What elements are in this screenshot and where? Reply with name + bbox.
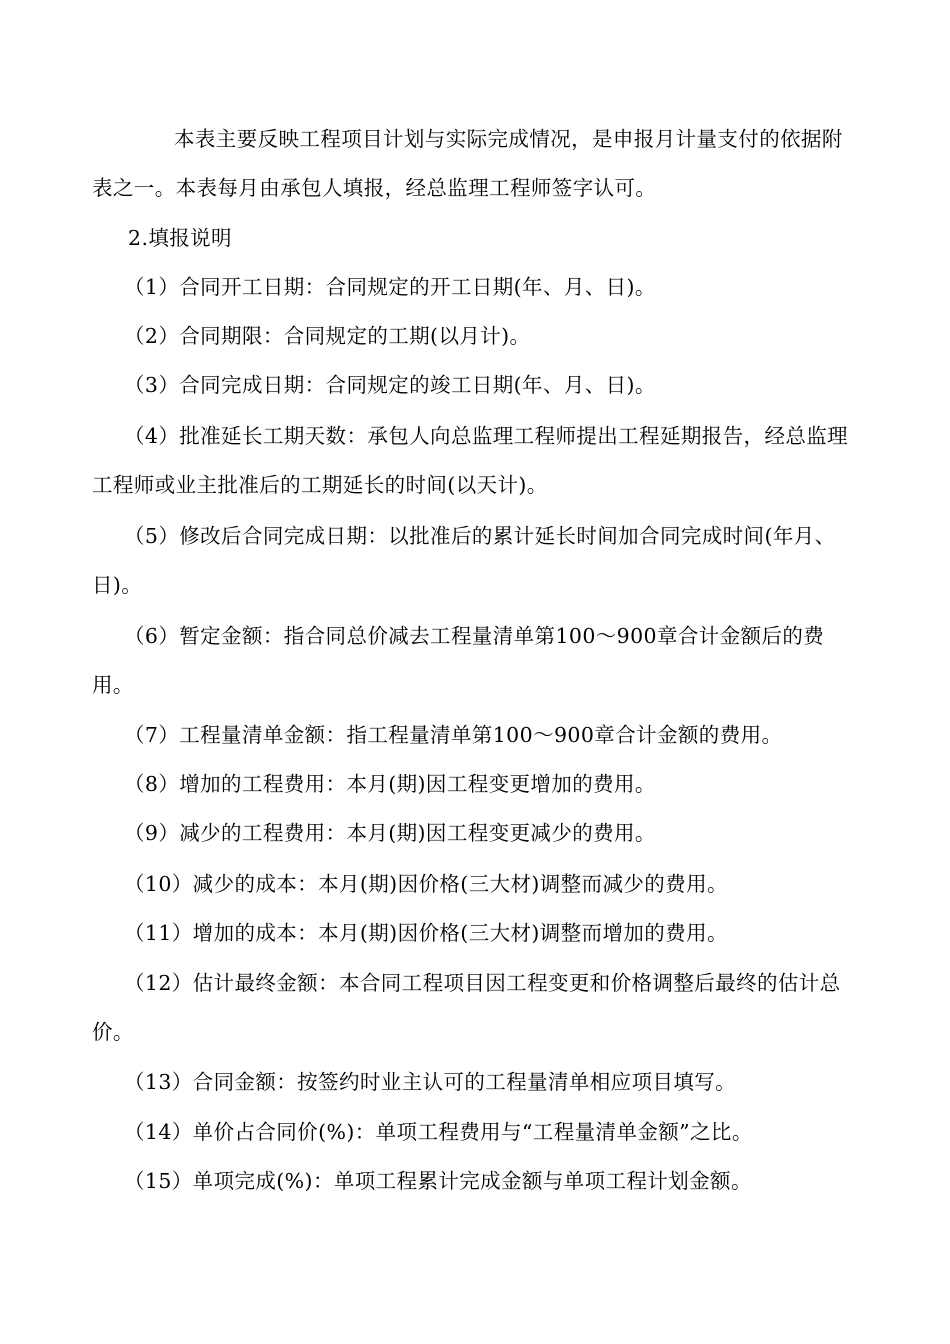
list-item: （14）单价占合同价(%)：单项工程费用与“工程量清单金额”之比。	[124, 1120, 753, 1144]
list-item: （1）合同开工日期：合同规定的开工日期(年、月、日)。	[124, 275, 656, 299]
list-item: （15）单项完成(%)：单项工程累计完成金额与单项工程计划金额。	[124, 1169, 752, 1193]
list-item: （12）估计最终金额：本合同工程项目因工程变更和价格调整后最终的估计总价。	[92, 971, 841, 1044]
list-item: （8）增加的工程费用：本月(期)因工程变更增加的费用。	[124, 772, 656, 796]
intro-paragraph: 本表主要反映工程项目计划与实际完成情况，是申报月计量支付的依据附表之一。本表每月由承包人填报，经总监理工程师签字认可。	[92, 127, 843, 200]
list-item: （9）减少的工程费用：本月(期)因工程变更减少的费用。	[124, 821, 656, 845]
list-item: （7）工程量清单金额：指工程量清单第100～900章合计金额的费用。	[124, 723, 783, 747]
list-item: （5）修改后合同完成日期：以批准后的累计延长时间加合同完成时间(年月、日)。	[92, 524, 836, 597]
list-item: （3）合同完成日期：合同规定的竣工日期(年、月、日)。	[124, 373, 656, 397]
list-item: （4）批准延长工期天数：承包人向总监理工程师提出工程延期报告，经总监理工程师或业主批准后的工期延长的时间(以天计)。	[92, 424, 849, 497]
list-item: （6）暂定金额：指合同总价减去工程量清单第100～900章合计金额后的费用。	[92, 624, 825, 697]
list-item: （13）合同金额：按签约时业主认可的工程量清单相应项目填写。	[124, 1070, 737, 1094]
list-item: （11）增加的成本：本月(期)因价格(三大材)调整而增加的费用。	[124, 921, 728, 945]
section-heading: 2.填报说明	[128, 226, 232, 250]
list-item: （10）减少的成本：本月(期)因价格(三大材)调整而减少的费用。	[124, 872, 728, 896]
list-item: （2）合同期限：合同规定的工期(以月计)。	[124, 324, 531, 348]
